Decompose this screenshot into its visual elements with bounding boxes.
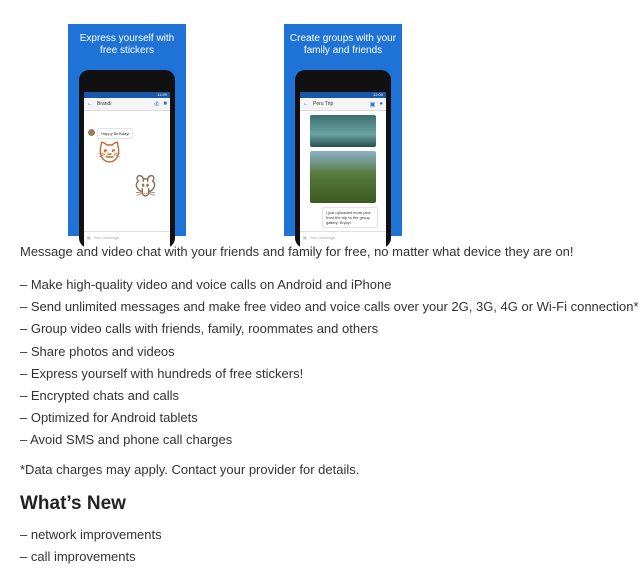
phone-screen (300, 92, 386, 256)
phone-frame (295, 70, 391, 248)
message-composer (84, 231, 170, 242)
mouse-sticker-icon: 🐭 (134, 175, 157, 200)
screenshot-caption: Express yourself with free stickers (79, 33, 175, 56)
feature-item: – Make high-quality video and voice calls on Android and iPhone (20, 277, 392, 292)
video-camera-icon: ■ (163, 101, 167, 107)
feature-item: – Share photos and videos (20, 343, 175, 359)
keyboard-icon: ▦ (87, 234, 91, 240)
feature-item: – Encrypted chats and calls (20, 388, 179, 404)
avatar (88, 129, 95, 136)
chat-message: Happy Birthday! (97, 128, 133, 139)
data-charges-note: *Data charges may apply. Contact your provider for details. (20, 461, 360, 477)
feature-item: – Express yourself with hundreds of free stickers! (20, 365, 304, 381)
screenshot-groups[interactable] (284, 24, 402, 240)
whats-new-heading: What’s New (20, 492, 126, 514)
status-bar: 11:59 (84, 92, 170, 98)
status-bar: 12:00 (300, 92, 386, 98)
back-arrow-icon: ← (87, 101, 93, 107)
composer-placeholder: Your message (93, 234, 120, 240)
feature-item: – Group video calls with friends, family, roommates and others (20, 321, 379, 337)
feature-list (20, 274, 639, 452)
chat-title: Brandi (97, 101, 112, 107)
shared-photo (310, 151, 376, 203)
phone-icon: ✆ (154, 101, 160, 108)
app-description (20, 244, 639, 568)
back-arrow-icon: ← (303, 101, 309, 107)
screenshot-stickers[interactable] (68, 24, 186, 240)
whats-new-list (20, 524, 632, 568)
phone-frame (79, 70, 175, 248)
chat-title: Peru Trip (313, 101, 334, 107)
chat-area (300, 111, 386, 231)
screenshot-caption: Create groups with your family and friends (289, 33, 397, 56)
phone-screen (84, 92, 170, 256)
chat-area (84, 111, 170, 231)
chat-message: I just uploaded more pics from the trip to the group gallery. Enjoy! (322, 207, 378, 228)
chat-app-bar (84, 98, 170, 111)
whats-new-item: – call improvements (20, 548, 136, 564)
cat-sticker-icon: 🐱 (98, 141, 121, 166)
feature-item: – Avoid SMS and phone call charges (20, 432, 233, 448)
add-icon: ● (379, 101, 383, 107)
gallery-icon: ▣ (369, 101, 376, 108)
keyboard-icon: ▦ (303, 234, 307, 240)
feature-item: – Optimized for Android tablets (20, 410, 198, 426)
message-composer (300, 231, 386, 242)
shared-photo (310, 115, 376, 147)
whats-new-item: – network improvements (20, 526, 162, 542)
composer-placeholder: Your message (309, 234, 336, 240)
description-intro: Message and video chat with your friends and family for free, no matter what device they are on! (20, 244, 574, 259)
chat-app-bar (300, 98, 386, 111)
feature-item: – Send unlimited messages and make free video and voice calls over your 2G, 3G, 4G or Wi-Fi connection* (20, 299, 639, 315)
